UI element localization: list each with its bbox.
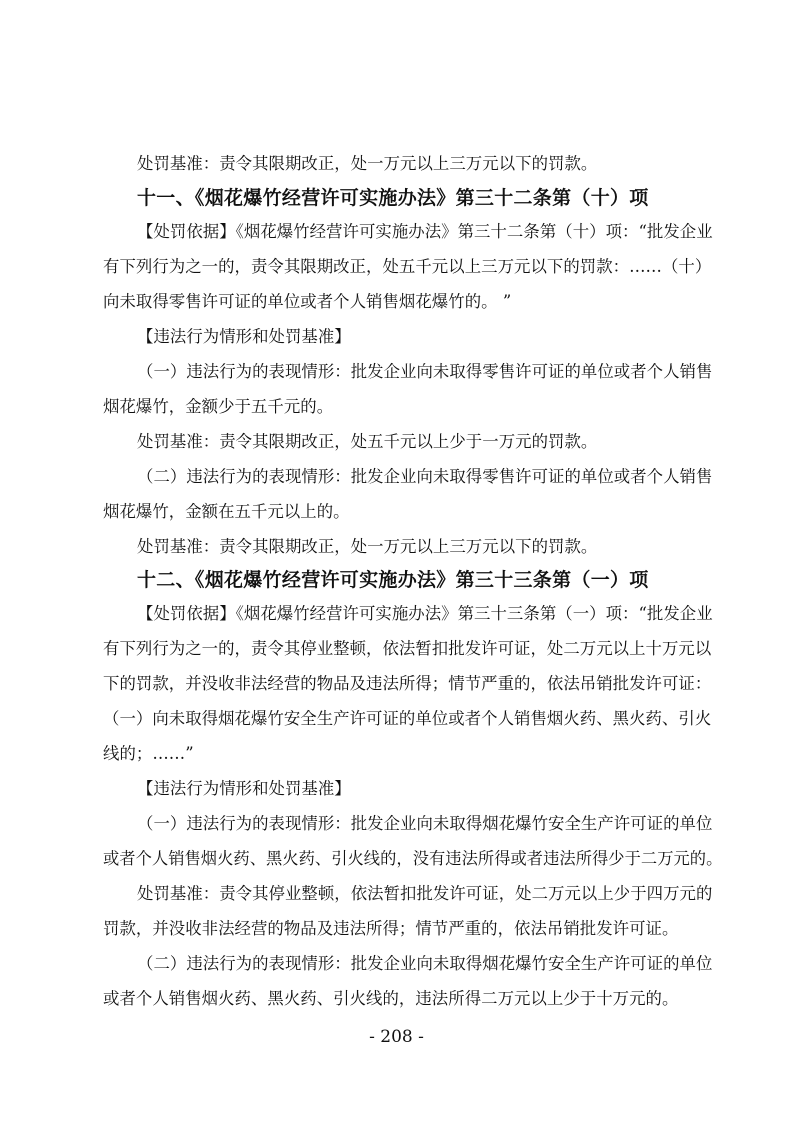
paragraph-line: 处罚基准：责令其限期改正，处五千元以上少于一万元的罚款。 (137, 432, 598, 451)
section-heading: 十二、《烟花爆竹经营许可实施办法》第三十三条第（一）项 (137, 569, 649, 591)
paragraph-line: （二）违法行为的表现情形：批发企业向未取得烟花爆竹安全生产许可证的单位 (137, 954, 713, 973)
section-heading: 十一、《烟花爆竹经营许可实施办法》第三十二条第（十）项 (137, 187, 649, 209)
paragraph-line: （一）违法行为的表现情形：批发企业向未取得零售许可证的单位或者个人销售 (137, 362, 713, 381)
paragraph-line: 处罚基准：责令其停业整顿，依法暂扣批发许可证，处二万元以上少于四万元的 (137, 884, 713, 903)
paragraph-line: 线的；……” (103, 744, 194, 763)
paragraph-line: 有下列行为之一的，责令其停业整顿，依法暂扣批发许可证，处二万元以上十万元以 (103, 639, 712, 658)
paragraph-line: 或者个人销售烟火药、黑火药、引火线的，违法所得二万元以上少于十万元的。 (103, 989, 679, 1008)
paragraph-line: 处罚基准：责令其限期改正，处一万元以上三万元以下的罚款。 (137, 537, 598, 556)
paragraph-line: 或者个人销售烟火药、黑火药、引火线的，没有违法所得或者违法所得少于二万元的。 (103, 849, 723, 868)
page-number: - 208 - (369, 1027, 424, 1047)
paragraph-line: （一）违法行为的表现情形：批发企业向未取得烟花爆竹安全生产许可证的单位 (137, 814, 713, 833)
paragraph-line: 【处罚依据】《烟花爆竹经营许可实施办法》第三十三条第（一）项：“批发企业 (137, 604, 713, 623)
paragraph-line: 烟花爆竹，金额少于五千元的。 (103, 397, 334, 416)
paragraph-line: 处罚基准：责令其限期改正，处一万元以上三万元以下的罚款。 (137, 154, 598, 173)
paragraph-line: 向未取得零售许可证的单位或者个人销售烟花爆竹的。 ” (103, 292, 512, 311)
paragraph-line: 罚款，并没收非法经营的物品及违法所得；情节严重的，依法吊销批发许可证。 (103, 919, 679, 938)
paragraph-line: 【违法行为情形和处罚基准】 (137, 327, 351, 346)
paragraph-line: 烟花爆竹，金额在五千元以上的。 (103, 502, 350, 521)
paragraph-line: 【违法行为情形和处罚基准】 (137, 779, 351, 798)
paragraph-line: 有下列行为之一的，责令其限期改正，处五千元以上三万元以下的罚款：……（十） (103, 257, 712, 276)
paragraph-line: （二）违法行为的表现情形：批发企业向未取得零售许可证的单位或者个人销售 (137, 467, 713, 486)
paragraph-line: 【处罚依据】《烟花爆竹经营许可实施办法》第三十二条第（十）项：“批发企业 (137, 222, 713, 241)
paragraph-line: （一）向未取得烟花爆竹安全生产许可证的单位或者个人销售烟火药、黑火药、引火 (103, 709, 712, 728)
paragraph-line: 下的罚款，并没收非法经营的物品及违法所得；情节严重的，依法吊销批发许可证： (103, 674, 712, 693)
